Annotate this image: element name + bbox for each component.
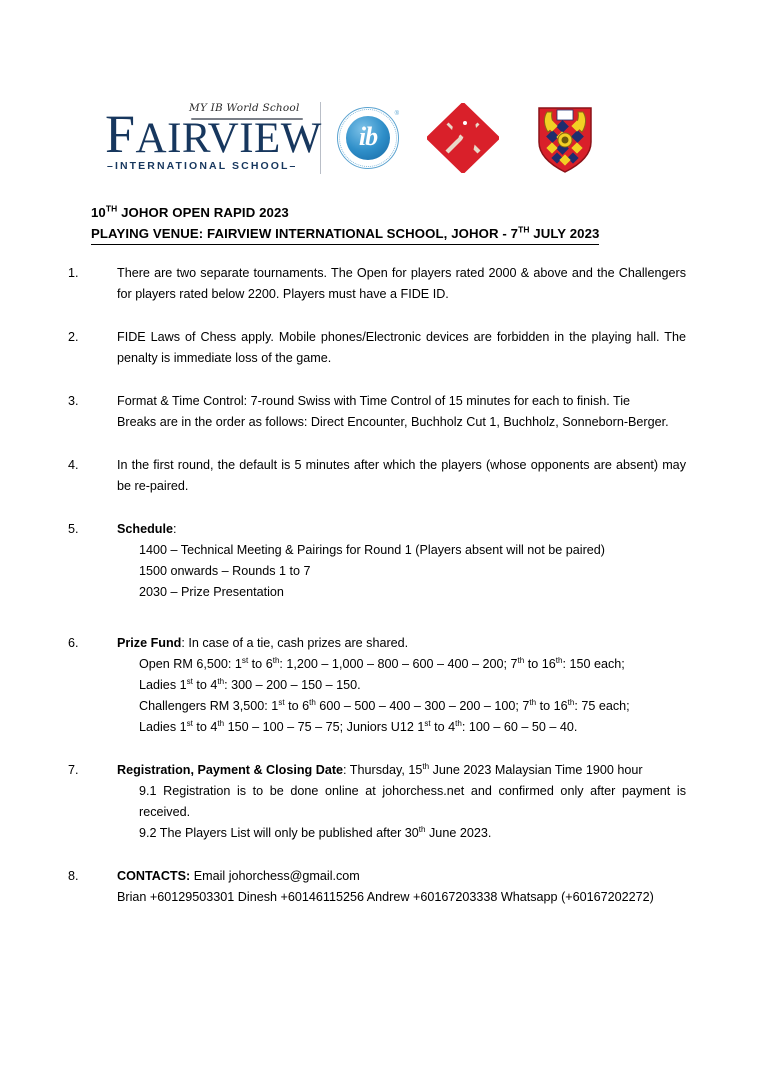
item-text: In the first round, the default is 5 minutes after which the players (whose opponents are absent) may be re-paired. [117,458,686,493]
contacts-email: Email johorchess@gmail.com [190,869,360,883]
ib-letters: ib [358,122,378,151]
contacts-heading: CONTACTS: Email johorchess@gmail.com [117,869,360,883]
page-subtitle: PLAYING VENUE: FAIRVIEW INTERNATIONAL SCHOOL, JOHOR - 7TH JULY 2023 [91,223,599,245]
fairview-subtitle: –INTERNATIONAL SCHOOL– [107,160,298,172]
registration-sub-1: 9.1 Registration is to be done online at johorchess.net and confirmed only after payment is received. [139,784,686,819]
list-item [0,327,768,369]
prize-fund-heading: Prize Fund: In case of a tie, cash prizes are shared. [117,636,409,650]
item-number: 1. [68,266,79,280]
title-block [91,203,691,245]
prize-challengers-line: Challengers RM 3,500: 1st to 6th 600 – 500 – 400 – 300 – 200 – 100; 7th to 16th: 75 each; [139,697,630,713]
list-item-schedule [0,519,768,603]
item-text-line2: Breaks are in the order as follows: Direct Encounter, Buchholz Cut 1, Buchholz, Sonneborn-Berger. [117,415,669,429]
schedule-line: 1500 onwards – Rounds 1 to 7 [139,564,311,578]
item-text-line1: Format & Time Control: 7-round Swiss with Time Control of 15 minutes for each to finish. Tie [117,394,631,408]
heraldic-crest-icon [533,102,597,174]
schedule-heading: Schedule: [117,522,177,536]
item-text: FIDE Laws of Chess apply. Mobile phones/Electronic devices are forbidden in the playing hall. The penalty is immediate loss of the game. [117,330,686,365]
registration-heading: Registration, Payment & Closing Date: Thursday, 15th June 2023 Malaysian Time 1900 hour [117,761,643,777]
item-number: 7. [68,763,79,777]
schedule-line: 2030 – Prize Presentation [139,585,284,599]
list-item [0,263,768,305]
logo-bar [105,96,625,180]
prize-ladies-open-line: Ladies 1st to 4th: 300 – 200 – 150 – 150. [139,676,361,692]
rules-list [0,263,768,924]
item-number: 4. [68,458,79,472]
prize-ladies-challengers-line: Ladies 1st to 4th 150 – 100 – 75 – 75; Juniors U12 1st to 4th: 100 – 60 – 50 – 40. [139,718,578,734]
item-number: 5. [68,522,79,536]
schedule-line: 1400 – Technical Meeting & Pairings for Round 1 (Players absent will not be paired) [139,543,605,557]
registration-sub-2: 9.2 The Players List will only be published after 30th June 2023. [139,824,492,840]
registered-trademark-icon: ® [394,111,399,117]
item-number: 6. [68,636,79,650]
list-item [0,391,768,433]
fairview-logo [105,102,321,174]
fairview-tagline: MY IB World School [189,102,300,114]
contacts-phone-line: Brian +60129503301 Dinesh +60146115256 Andrew +60167203338 Whatsapp (+60167202272) [117,890,654,904]
fairview-wordmark-rest: AIRVIEW [135,115,322,162]
item-number: 8. [68,869,79,883]
fairview-wordmark-initial: F [105,104,136,164]
item-text: There are two separate tournaments. The Open for players rated 2000 & above and the Challengers for players rated below 2200. Players must have a FIDE ID. [117,266,686,301]
item-number: 3. [68,394,79,408]
item-number: 2. [68,330,79,344]
subtitle-ordinal-suffix: TH [518,224,530,235]
list-item-contacts [0,866,768,908]
title-ordinal-suffix: TH [105,203,118,214]
ib-world-school-icon [337,107,399,169]
list-item [0,455,768,497]
chess-knight-icon [427,103,499,173]
list-item-registration [0,760,768,844]
prize-open-line: Open RM 6,500: 1st to 6th: 1,200 – 1,000 – 800 – 600 – 400 – 200; 7th to 16th: 150 each; [139,655,625,671]
list-item-prize-fund [0,633,768,738]
page-title: 10TH JOHOR OPEN RAPID 2023 [91,203,289,220]
